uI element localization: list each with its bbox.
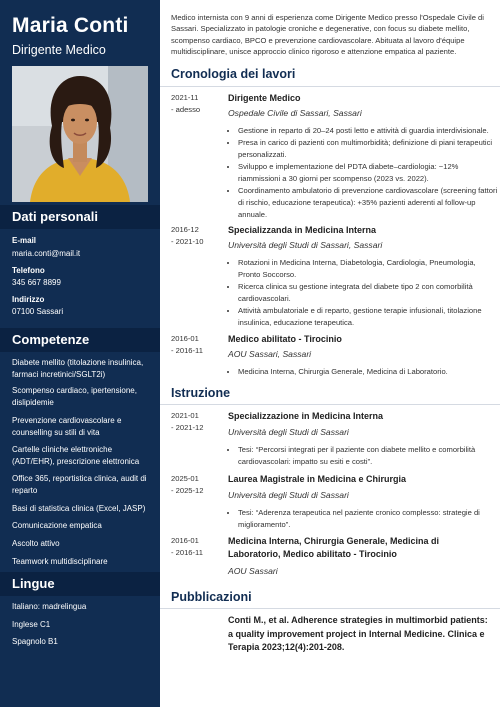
education-date-end: - 2016-11 [171,548,203,557]
skills-section-header [0,328,160,352]
profile-photo-image [12,66,148,202]
phone-value[interactable]: 345 667 8899 [12,278,61,287]
personal-section-title: Dati personali [12,209,98,224]
email-label: E-mail [12,236,37,245]
job-date [171,224,225,248]
skill-item: Teamwork multidisciplinare [12,557,108,566]
job-organization: Ospedale Civile di Sassari, Sassari [228,108,362,118]
education-institution: AOU Sassari [228,566,278,576]
job-bullets [228,125,500,221]
job-bullet: • Attività ambulatoriale e di reparto, gestione terapie infusionali, titolazione insulinica, educazione terapeutica. [238,305,500,329]
education-date-end: - 2025-12 [171,486,204,495]
education-date [171,473,225,497]
job-title: Specializzanda in Medicina Interna [228,225,377,235]
job-title: Dirigente Medico [228,93,301,103]
section-divider [160,608,500,609]
job-date-end: - 2021-10 [171,237,204,246]
skill-item: Comunicazione empatica [12,521,102,530]
job-bullet: • Medicina Interna, Chirurgia Generale, Medicina di Laboratorio. [238,366,500,378]
job-title: Medico abilitato - Tirocinio [228,334,342,344]
job-bullet: • Rotazioni in Medicina Interna, Diabetologia, Cardiologia, Pneumologia, Pronto Soccorso. [238,257,500,281]
work-section-title: Cronologia dei lavori [171,67,296,81]
personal-section-header [0,205,160,229]
phone-label: Telefono [12,266,45,275]
education-date-start: 2021-01 [171,411,199,420]
job-bullet: • Ricerca clinica su gestione integrata del diabete tipo 2 con comorbilità cardiovascolari. [238,281,500,305]
job-date-start: 2016-12 [171,225,199,234]
skill-item: Cartelle cliniche elettroniche (ADT/EHR), prescrizione elettronica [12,445,140,466]
job-date-start: 2021-11 [171,93,199,102]
education-bullets [228,507,500,531]
skill-item: Diabete mellito (titolazione insulinica, farmaci incretinici/SGLT2i) [12,358,144,379]
job-date [171,333,225,357]
education-section-title: Istruzione [171,386,231,400]
publications-section-title: Pubblicazioni [171,590,252,604]
section-divider [160,86,500,87]
language-item: Spagnolo B1 [12,637,58,646]
education-title: Medicina Interna, Chirurgia Generale, Medicina di Laboratorio, Medico abilitato - Tirocinio [228,536,440,559]
education-date [171,410,225,434]
person-name: Maria Conti [12,14,129,37]
job-bullet: • Coordinamento ambulatorio di prevenzione cardiovascolare (screening fattori di rischio, educazione terapeutica): +35% pazienti aderenti al follow-up annuale. [238,185,500,221]
education-institution: Università degli Studi di Sassari [228,427,349,437]
languages-section-header [0,572,160,596]
education-title: Laurea Magistrale in Medicina e Chirurgia [228,474,407,484]
education-bullet: • Tesi: “Percorsi integrati per il paziente con diabete mellito e comorbilità cardiovascolari: impatto su esiti e costi”. [238,444,500,468]
job-bullet: • Sviluppo e implementazione del PDTA diabete–cardiologia: −12% riammissioni a 30 giorni per scompenso (2023 vs. 2022). [238,161,500,185]
address-value: 07100 Sassari [12,307,64,316]
education-bullet: • Tesi: “Aderenza terapeutica nel paziente cronico complesso: strategie di miglioramento”. [238,507,500,531]
job-organization: AOU Sassari, Sassari [228,349,312,359]
job-bullets [228,366,500,378]
sidebar [0,0,160,707]
person-role: Dirigente Medico [12,43,106,57]
section-divider [160,404,500,405]
languages-section-title: Lingue [12,576,55,591]
education-date-start: 2016-01 [171,536,199,545]
skill-item: Prevenzione cardiovascolare e counselling su stili di vita [12,416,122,437]
language-item: Inglese C1 [12,620,51,629]
education-date-end: - 2021-12 [171,423,204,432]
job-bullet: • Presa in carico di pazienti con multimorbidità; definizione di piani terapeutici personalizzati. [238,137,500,161]
address-label: Indirizzo [12,295,45,304]
job-bullet: • Gestione in reparto di 20–24 posti letto e attività di guardia interdivisionale. [238,125,500,137]
education-institution: Università degli Studi di Sassari [228,490,349,500]
skills-section-title: Competenze [12,332,90,347]
publication-entry: Conti M., et al. Adherence strategies in multimorbid patients: a quality improvement project in Internal Medicine. Clinica e Terapia 2023;12(4):201-208. [228,615,488,652]
profile-photo [12,66,148,202]
education-date-start: 2025-01 [171,474,199,483]
email-value[interactable]: maria.conti@mail.it [12,249,81,258]
skill-item: Ascolto attivo [12,539,60,548]
job-date-start: 2016-01 [171,334,199,343]
education-title: Specializzazione in Medicina Interna [228,411,384,421]
job-date-end: - adesso [171,105,201,114]
skill-item: Office 365, reportistica clinica, audit di reparto [12,474,147,495]
skill-item: Scompenso cardiaco, ipertensione, dislipidemie [12,386,137,407]
education-bullets [228,444,500,468]
education-date [171,535,225,559]
job-date-end: - 2016-11 [171,346,203,355]
skill-item: Basi di statistica clinica (Excel, JASP) [12,504,146,513]
profile-summary: Medico internista con 9 anni di esperienza come Dirigente Medico presso l'Ospedale Civile di Sassari. Specializzato in patologie croniche e degenerative, con focus su diabete mellito, scompenso cardiaco, BPCO e prevenzione cardiovascolare. Abituata al lavoro d'équipe multidisciplinare, unisce approccio clinico rigoroso e attenzione empatica al paziente. [171,13,484,57]
main-content [160,0,500,707]
job-bullets [228,257,500,329]
job-organization: Università degli Studi di Sassari, Sassari [228,240,383,250]
language-item: Italiano: madrelingua [12,602,87,611]
job-date [171,92,225,116]
